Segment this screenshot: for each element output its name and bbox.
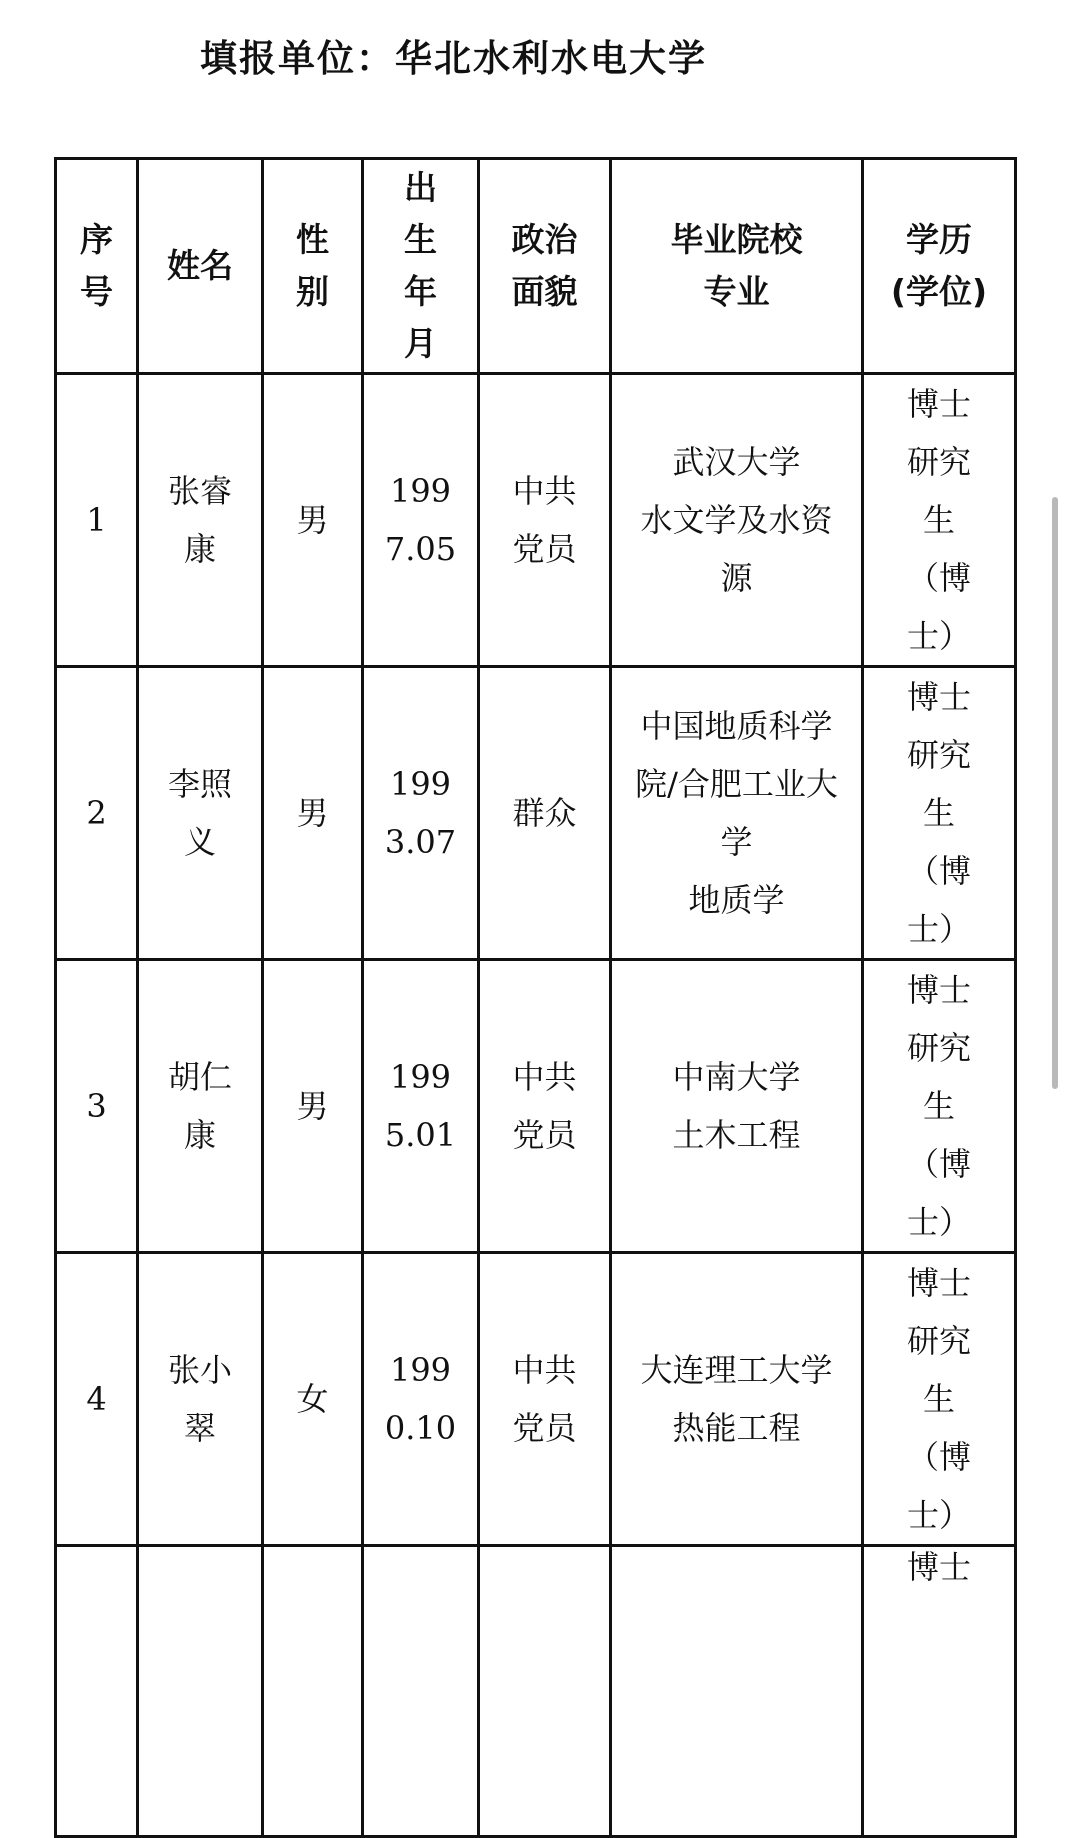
cell-school-major: 中国地质科学院/合肥工业大学 地质学 [611,667,863,960]
col-header-school-major: 毕业院校 专业 [611,159,863,374]
col-header-political: 政治面貌 [479,159,611,374]
cell-school-major: 武汉大学 水文学及水资源 [611,374,863,667]
col-header-gender: 性别 [263,159,363,374]
reporting-unit-line: 填报单位：华北水利水电大学 [200,37,707,80]
cell-gender: 男 [263,960,363,1253]
cell-gender: 女 [263,1253,363,1546]
table-row [56,1253,1016,1546]
cell-seq: 4 [56,1253,138,1546]
cell-name: 张睿康 [138,374,263,667]
cell-political: 中共党员 [479,960,611,1253]
cell-degree: 博士研究生（博士） [863,374,1016,667]
table-header-row [56,159,1016,374]
table-row [56,960,1016,1253]
cell-seq: 3 [56,960,138,1253]
col-header-birth: 出生年月 [363,159,479,374]
cell-school-major: 大连理工大学 热能工程 [611,1253,863,1546]
col-header-seq: 序号 [56,159,138,374]
col-header-degree: 学历 (学位) [863,159,1016,374]
table-row-partial [56,1546,1016,1837]
cell-birth: 1990.10 [363,1253,479,1546]
table-row [56,667,1016,960]
table-row [56,374,1016,667]
cell-name: 胡仁康 [138,960,263,1253]
cell-political: 群众 [479,667,611,960]
cell-seq: 1 [56,374,138,667]
cell-degree: 博士研究生（博士） [863,1253,1016,1546]
cell-school-major: 中南大学 土木工程 [611,960,863,1253]
cell-gender: 男 [263,374,363,667]
cell-name: 张小翠 [138,1253,263,1546]
cell-birth: 1997.05 [363,374,479,667]
cell-name: 李照义 [138,667,263,960]
cell-political: 中共党员 [479,374,611,667]
cell-seq: 2 [56,667,138,960]
cell-birth: 1993.07 [363,667,479,960]
cell-degree-partial: 博士 [863,1546,1016,1837]
cell-birth: 1995.01 [363,960,479,1253]
cell-degree: 博士研究生（博士） [863,667,1016,960]
cell-degree: 博士研究生（博士） [863,960,1016,1253]
vertical-scrollbar[interactable] [1052,497,1058,1089]
cell-political: 中共党员 [479,1253,611,1546]
col-header-name: 姓名 [138,159,263,374]
cell-gender: 男 [263,667,363,960]
